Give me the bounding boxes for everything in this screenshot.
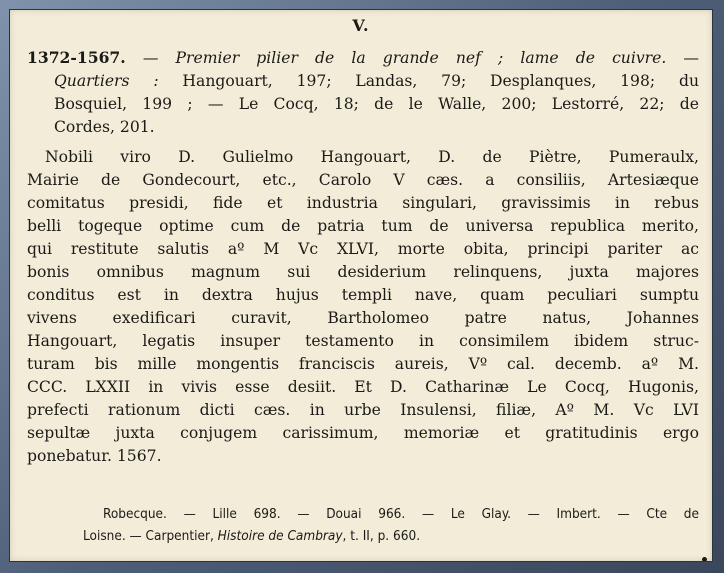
inscription-line: CCC. LXXII in vivis esse desiit. Et D. Catharinæ Le Cocq, Hugonis, (27, 378, 699, 396)
entry-location: Premier pilier de la grande nef ; lame de cuivre. (175, 49, 667, 67)
section-heading: V. (352, 16, 370, 35)
inscription-line: conditus est in dextra hujus templi nave, quam peculiari sumptu (27, 286, 699, 304)
inscription-line: Mairie de Gondecourt, etc., Carolo V cæs. a consiliis, Artesiæque (27, 171, 699, 189)
entry-line-2 (54, 71, 699, 91)
entry-date: 1372-1567. (27, 48, 126, 67)
dash: — (666, 49, 700, 67)
quartiers-label: Quartiers : (54, 72, 159, 90)
inscription-line: Nobili viro D. Gulielmo Hangouart, D. de Piètre, Pumeraulx, (45, 148, 699, 166)
book-title: Histoire de Cambray (217, 528, 343, 544)
inscription-line: ponebatur. 1567. (27, 447, 162, 465)
entry-line-3: Bosquiel, 199 ; — Le Cocq, 18; de le Walle, 200; Lestorré, 22; de (54, 95, 699, 113)
sources-line-2 (83, 527, 420, 545)
inscription-line: sepultæ juxta conjugem carissimum, memoriæ et gratitudinis ergo (27, 424, 699, 442)
sources-line-1: Robecque. — Lille 698. — Douai 966. — Le Glay. — Imbert. — Cte de (103, 506, 699, 522)
inscription-line: Hangouart, legatis insuper testamento in consimilem ibidem struc- (27, 332, 699, 350)
sources-text: Loisne. — Carpentier, (83, 528, 218, 544)
inscription-line: belli togeque optime cum de patria tum de universa republica merito, (27, 217, 699, 235)
quartiers-text-1: Hangouart, 197; Landas, 79; Desplanques, 198; du (182, 72, 699, 90)
inscription-line: prefecti rationum dicti cæs. in urbe Insulensi, filiæ, Aº M. Vc LVI (27, 401, 699, 419)
inscription-line: vivens exedificari curavit, Bartholomeo patre natus, Johannes (27, 309, 699, 327)
sources-text: , t. II, p. 660. (342, 528, 421, 544)
entry-line-1 (27, 48, 699, 68)
inscription-line: qui restitute salutis aº M Vc XLVI, morte obita, principi pariter ac (27, 240, 699, 258)
ink-dot (702, 557, 707, 562)
inscription-line: comitatus presidi, fide et industria singulari, gravissimis in rebus (27, 194, 699, 212)
document-page (9, 9, 713, 562)
inscription-line: bonis omnibus magnum sui desiderium relinquens, juxta majores (27, 263, 699, 281)
entry-line-4: Cordes, 201. (54, 118, 155, 136)
dash: — (125, 49, 176, 67)
inscription-line: turam bis mille mongentis franciscis aureis, Vº cal. decemb. aº M. (27, 355, 699, 373)
